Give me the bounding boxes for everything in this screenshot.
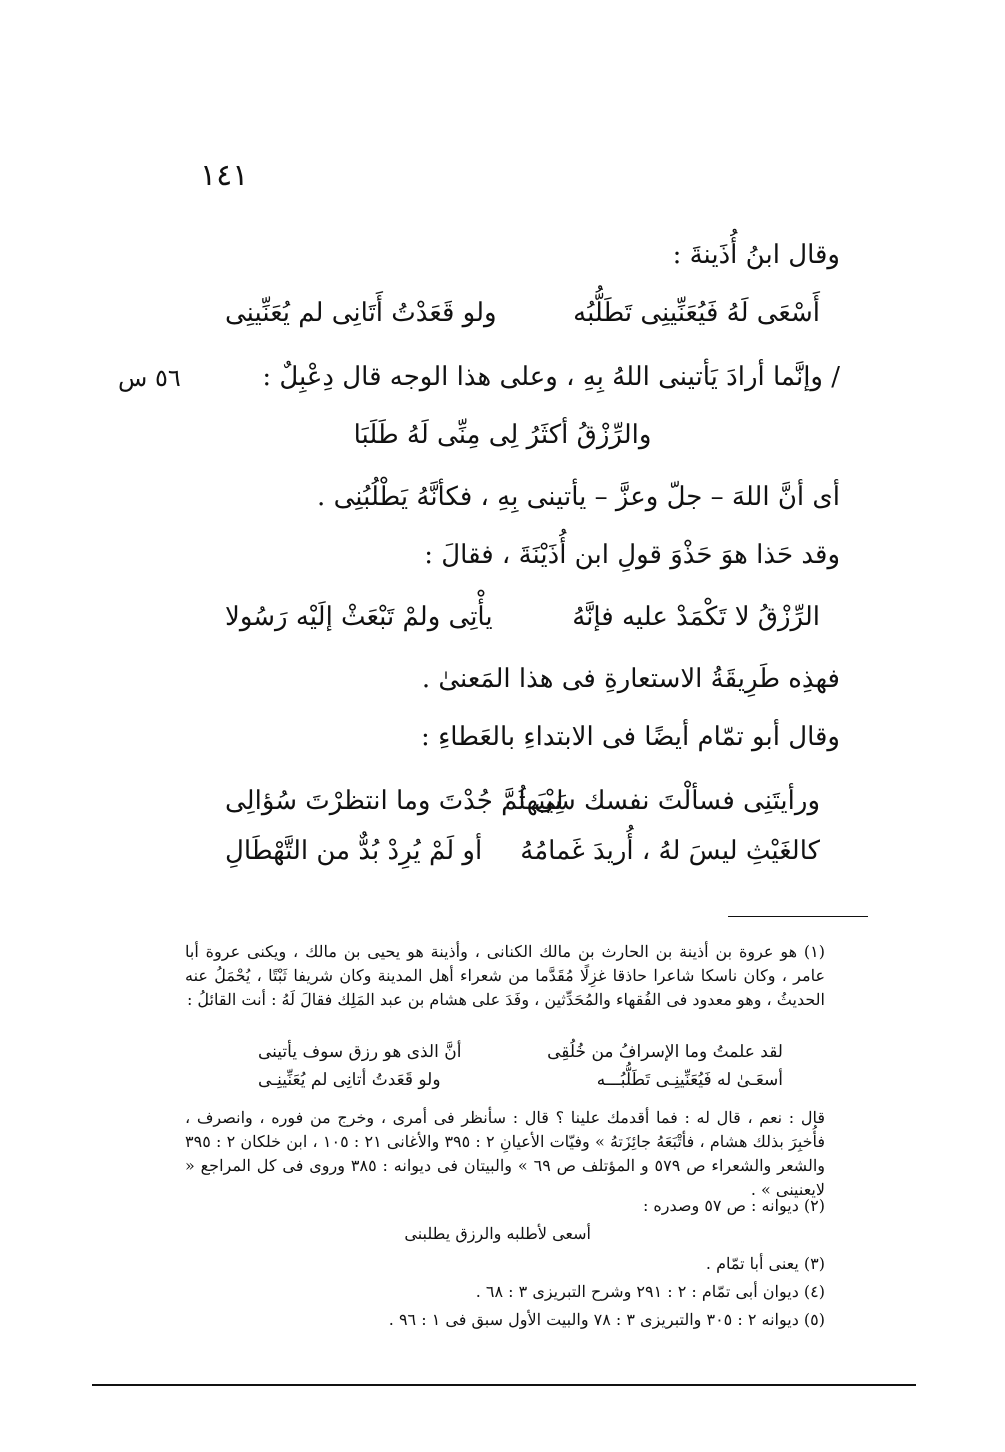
footnote-2-verse: أسعى لأطلبه والرزق يطلبنى [404, 1224, 591, 1243]
margin-note: ٥٦ س [118, 364, 181, 392]
footnote-separator [728, 916, 868, 917]
text-line-4: أى أنَّ اللهَ – جلّ وعزَّ – يأتينى بِهِ ، فكأنَّهُ يَطْلُبُنِى . [317, 482, 840, 512]
footnote-1: (١) هو عروة بن أذينة بن الحارث بن مالك الكنانى ، وأذينة هو يحيى بن مالك ، ويكنى عروة أبا عامر ، وكان ناسكا شاعرا حاذقا غزِلًا مُقَدَّما من شعراء أهل المدينة وكان شريفا ثَبْتًا ، يُحْمَلُ عنه الحديثُ ، وهو معدود فى الفُقهاء والمُحَدِّثين ، وفَدَ على هشام بن عبد المَلِك فقالَ لَهُ : أنت القائلُ : [185, 942, 826, 1009]
footnote-1-verse-1-second: أنَّ الذى هو رزق سوف يأتينى [258, 1042, 462, 1062]
verse-3-first-hemistich: ورأيتَنِى فسألْتَ نفسك سَيْبَها [518, 786, 820, 816]
footnote-3: (٣) يعنى أبا تمّام . [705, 1254, 825, 1273]
text-line-dibil-verse: والرِّزْقُ أكثَرُ لِى مِنِّى لَهُ طَلَبَا [353, 420, 652, 450]
text-line-intro: وقال ابنُ أُذَينةَ : [672, 240, 840, 270]
verse-4-first-hemistich: كالغَيْثِ ليسَ لهُ ، أُريدَ غَمامُهُ [520, 836, 820, 866]
text-line-7: وقال أبو تمّام أيضًا فى الابتداءِ بالعَطاءِ : [421, 722, 840, 752]
text-line-2: / وإنَّما أرادَ يَأتينى اللهُ بِهِ ، وعلى هذا الوجه قال دِعْبِلٌ : [262, 362, 840, 392]
footnote-5: (٥) ديوانه ٢ : ٣٠٥ والتبريزى ٣ : ٧٨ والبيت الأول سبق فى ١ : ٩٦ . [388, 1310, 825, 1329]
verse-1-first-hemistich: أَسْعَى لَهُ فَيُعَنِّينِى تَطَلُّبُه [573, 298, 820, 328]
footnote-2: (٢) ديوانه : ص ٥٧ وصدره : [642, 1196, 825, 1215]
text-line-5: وقد حَذا هوَ حَذْوَ قولِ ابن أُذَيْنَةَ ، فقالَ : [424, 540, 840, 570]
verse-4-second-hemistich: أو لَمْ يُرِدْ بُدٌّ من التَّهْطَالِ [225, 836, 483, 866]
page-number: ١٤١ [200, 158, 249, 193]
page-bottom-rule [92, 1384, 916, 1386]
footnote-1-verse-2-first: أسعَـىٰ له فَيُعَنِّينِـى تَطَلُّبُـــه [596, 1070, 783, 1090]
footnote-1-continued: قال : نعم ، قال له : فما أقدمك علينا ؟ قال : سأنظر فى أمرى ، وخرج من فوره ، وانصرف ، فأُخبِرَ بذلك هشام ، فأتْبَعَهُ جائِزَتهُ » وفيّات الأعيانِ ٢ : ٣٩٥ والأغانى ٢١ : ١٠٥ ، ابن خلكان ٢ : ٣٩٥ والشعر والشعراء ص ٥٧٩ و المؤتلف ص ٦٩ » والبيتان فى ديوانه : ٣٨٥ وروى فى كل المراجع « لايعنينى » . [185, 1108, 826, 1199]
footnote-1-verse-1-first: لقد علمتُ وما الإسرافُ من خُلُقِى [547, 1042, 783, 1062]
verse-3-second-hemistich: لِى ثُمَّ جُدْتَ وما انتظرْتَ سُؤالِى [225, 786, 564, 816]
verse-1-second-hemistich: ولو قَعَدْتُ أَتَانِى لم يُعَنِّينِى [225, 298, 497, 328]
verse-2-second-hemistich: يأْتِى ولمْ تَبْعَثْ إلَيْه رَسُولا [225, 602, 493, 632]
footnote-4: (٤) ديوان أبى تمّام : ٢ : ٢٩١ وشرح التبريزى ٣ : ٦٨ . [475, 1282, 825, 1301]
text-line-6: فهذِه طَرِيقَةُ الاستعارةِ فى هذا المَعنىٰ . [421, 664, 840, 694]
footnote-1-verse-2-second: ولو قَعَدتُ أتانِى لم يُعَنِّينِـى [258, 1070, 441, 1090]
verse-2-first-hemistich: الرِّزْقُ لا تَكْمَدْ عليه فإنَّهُ [572, 602, 820, 632]
